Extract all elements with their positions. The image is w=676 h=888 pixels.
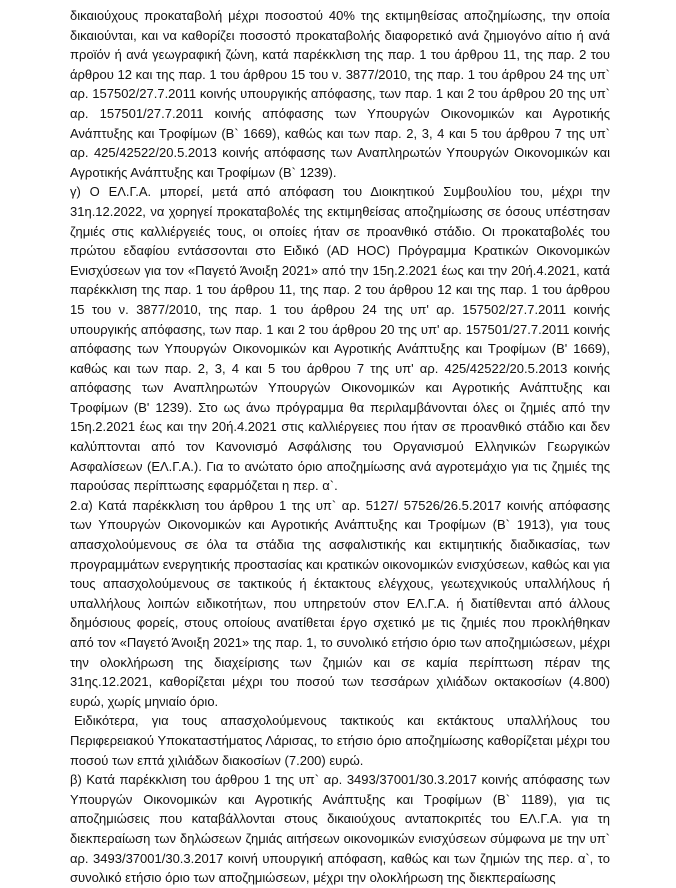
document-page	[70, 6, 610, 888]
paragraph-larisa-limit: Ειδικότερα, για τους απασχολούμενους τακτικούς και εκτάκτους υπαλλήλους του Περιφερειακού Υποκαταστήματος Λάρισας, το ετήσιο όριο αποζημίωσης καθορίζεται μέχρι του ποσού των επτά χιλιάδων διακοσίων (7.200) ευρώ.	[70, 713, 610, 768]
paragraph-2a-compensation-limit: 2.α) Κατά παρέκκλιση του άρθρου 1 της υπ` αρ. 5127/ 57526/26.5.2017 κοινής απόφασης των Υπουργών Οικονομικών και Αγροτικής Ανάπτυξης και Τροφίμων (Β` 1913), για τους απασχολούμενους σε όλα τα στάδια της ασφαλιστικής και εκτιμητικής διαδικασίας, των προγραμμάτων ενεργητικής προστασίας και κρατικών οικονομικών ενισχύσεων, καθώς και για τους απασχολούμενους σε τακτικούς ή έκτακτους ελέγχους, γεωτεχνικούς υπαλλήλους ή υπαλλήλους λοιπών ειδικοτήτων, που υπηρετούν στον ΕΛ.Γ.Α. ή διατίθενται από άλλους δημόσιους φορείς, στους οποίους ανατίθεται έργο σχετικό με τις ζημιές που προκλήθηκαν από τον «Παγετό Άνοιξη 2021» της παρ. 1, το συνολικό ετήσιο όριο των αποζημιώσεων, μέχρι την ολοκλήρωση της διαχείρισης των ζημιών και σε καμία περίπτωση πέραν της 31ης.12.2021, καθορίζεται μέχρι του ποσού των τεσσάρων χιλιάδων οκτακοσίων (4.800) ευρώ, χωρίς μηνιαίο όριο.	[70, 497, 610, 709]
paragraph-advance-payment-continuation: δικαιούχους προκαταβολή μέχρι ποσοστού 40% της εκτιμηθείσας αποζημίωσης, την οποία δικαιούνται, και να καθορίζει ποσοστό προκαταβολής διαφορετικό ανά ζημιογόνο αίτιο ή ανά προϊόν ή ανά γεωγραφική ζώνη, κατά παρέκκλιση της παρ. 1 του άρθρου 11, της παρ. 2 του άρθρου 12 και της παρ. 1 του άρθρου 15 του ν. 3877/2010, της παρ. 1 του άρθρου 24 της υπ` αρ. 157502/27.7.2011 κοινής υπουργικής απόφασης, των παρ. 1 και 2 του άρθρου 20 της υπ` αρ. 157501/27.7.2011 κοινής απόφασης των Υπουργών Οικονομικών και Αγροτικής Ανάπτυξης και Τροφίμων (Β` 1669), καθώς και των παρ. 2, 3, 4 και 5 του άρθρου 7 της υπ` αρ. 425/42522/20.5.2013 κοινής απόφασης των Αναπληρωτών Υπουργών Οικονομικών και Αγροτικής Ανάπτυξης και Τροφίμων (Β` 1239).	[70, 8, 610, 180]
paragraph-beta-correspondents: β) Κατά παρέκκλιση του άρθρου 1 της υπ` αρ. 3493/37001/30.3.2017 κοινής απόφασης των Υπουργών Οικονομικών και Αγροτικής Ανάπτυξης και Τροφίμων (Β` 1189), για τις αποζημιώσεις που καταβάλλονται στους δικαιούχους ανταποκριτές του ΕΛ.Γ.Α. για τη διεκπεραίωση των δηλώσεων ζημιάς αιτήσεων οικονομικών ενισχύσεων σύμφωνα με την υπ` αρ. 3493/37001/30.3.2017 κοινή υπουργική απόφαση, καθώς και των ζημιών της περ. α`, το συνολικό ετήσιο όριο των αποζημιώσεων, μέχρι την ολοκλήρωση της διεκπεραίωσης	[70, 772, 610, 886]
paragraph-gamma-frost-advance: γ) Ο ΕΛ.Γ.Α. μπορεί, μετά από απόφαση του Διοικητικού Συμβουλίου του, μέχρι την 31η.12.2022, να χορηγεί προκαταβολές της εκτιμηθείσας αποζημίωσης σε όσους υπέστησαν ζημιές στις καλλιέργειές τους, οι οποίες ήταν σε προανθικό στάδιο. Οι προκαταβολές του πρώτου εδαφίου εντάσσονται στο Ειδικό (AD HOC) Πρόγραμμα Κρατικών Οικονομικών Ενισχύσεων για τον «Παγετό Άνοιξη 2021» από την 15η.2.2021 έως και την 20ή.4.2021, κατά παρέκκλιση της παρ. 1 του άρθρου 11, της παρ. 2 του άρθρου 12 και της παρ. 1 του άρθρου 15 του ν. 3877/2010, της παρ. 1 του άρθρου 24 της υπ' αρ. 157502/27.7.2011 κοινής υπουργικής απόφασης, των παρ. 1 και 2 του άρθρου 20 της υπ' αρ. 157501/27.7.2011 κοινής απόφασης των Υπουργών Οικονομικών και Αγροτικής Ανάπτυξης και Τροφίμων (Β' 1669), καθώς και των παρ. 2, 3, 4 και 5 του άρθρου 7 της υπ' αρ. 425/42522/20.5.2013 κοινής απόφασης των Αναπληρωτών Υπουργών Οικονομικών και Αγροτικής Ανάπτυξης και Τροφίμων (Β' 1239). Στο ως άνω πρόγραμμα θα περιλαμβάνονται όλες οι ζημιές από την 15η.2.2021 έως και την 20ή.4.2021 στις καλλιέργειες που ήταν σε προανθικό στάδιο και δεν καλύπτονται από τον Κανονισμό Ασφάλισης του Οργανισμού Ελληνικών Γεωργικών Ασφαλίσεων (ΕΛ.Γ.Α.). Για το ανώτατο όριο αποζημίωσης ανά αγροτεμάχιο για τις ζημιές της παρούσας περίπτωσης εφαρμόζεται η περ. α`.	[70, 184, 610, 494]
